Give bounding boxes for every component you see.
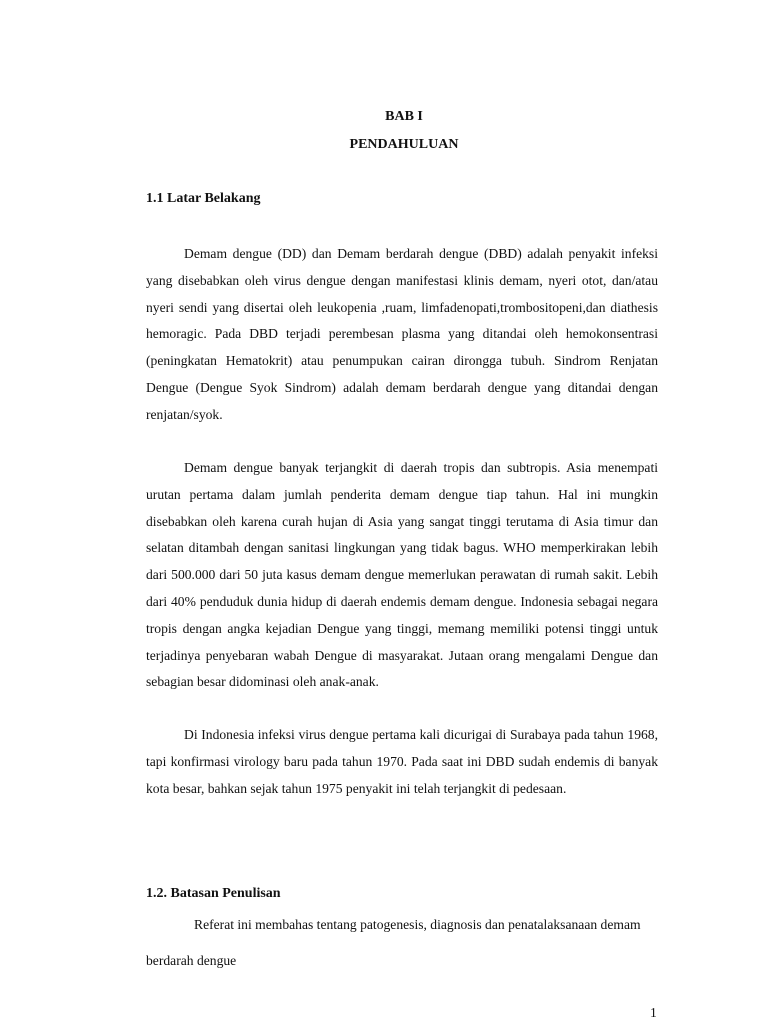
paragraph: Referat ini membahas tentang patogenesis, diagnosis dan penatalaksanaan demam berdarah dengue [146, 917, 641, 968]
chapter-label: BAB I [385, 109, 423, 124]
paragraph: Demam dengue banyak terjangkit di daerah tropis dan subtropis. Asia menempati urutan pertama dalam jumlah penderita demam dengue tiap tahun. Hal ini mungkin disebabkan oleh karena curah hujan di Asia yang sangat tinggi terutama di Asia timur dan selatan ditambah dengan sanitasi lingkungan yang tidak bagus. WHO memperkirakan lebih dari 500.000 dari 50 juta kasus demam dengue memerlukan perawatan di rumah sakit. Lebih dari 40% penduduk dunia hidup di daerah endemis demam dengue. Indonesia sebagai negara tropis dengan angka kejadian Dengue yang tinggi, memang memiliki potensi tinggi untuk terjadinya penyebaran wabah Dengue di masyarakat. Jutaan orang mengalami Dengue dan sebagian besar didominasi oleh anak-anak. [146, 460, 658, 690]
page-number: 1 [650, 1005, 657, 1020]
section-heading-batasan-penulisan: 1.2. Batasan Penulisan [146, 886, 281, 901]
paragraph: Di Indonesia infeksi virus dengue pertama kali dicurigai di Surabaya pada tahun 1968, tapi konfirmasi virology baru pada tahun 1970. Pada saat ini DBD sudah endemis di banyak kota besar, bahkan sejak tahun 1975 penyakit ini telah terjangkit di pedesaan. [146, 727, 658, 796]
section-heading-latar-belakang: 1.1 Latar Belakang [146, 191, 261, 206]
paragraph: Demam dengue (DD) dan Demam berdarah dengue (DBD) adalah penyakit infeksi yang disebabkan oleh virus dengue dengan manifestasi klinis demam, nyeri otot, dan/atau nyeri sendi yang disertai oleh leukopenia ,ruam, limfadenopati,trombositopeni,dan diathesis hemoragic. Pada DBD terjadi perembesan plasma yang ditandai oleh hemokonsentrasi (peningkatan Hematokrit) atau penumpukan cairan dirongga tubuh. Sindrom Renjatan Dengue (Dengue Syok Sindrom) adalah demam berdarah dengue yang ditandai dengan renjatan/syok. [146, 246, 658, 422]
chapter-title: PENDAHULUAN [349, 137, 459, 152]
